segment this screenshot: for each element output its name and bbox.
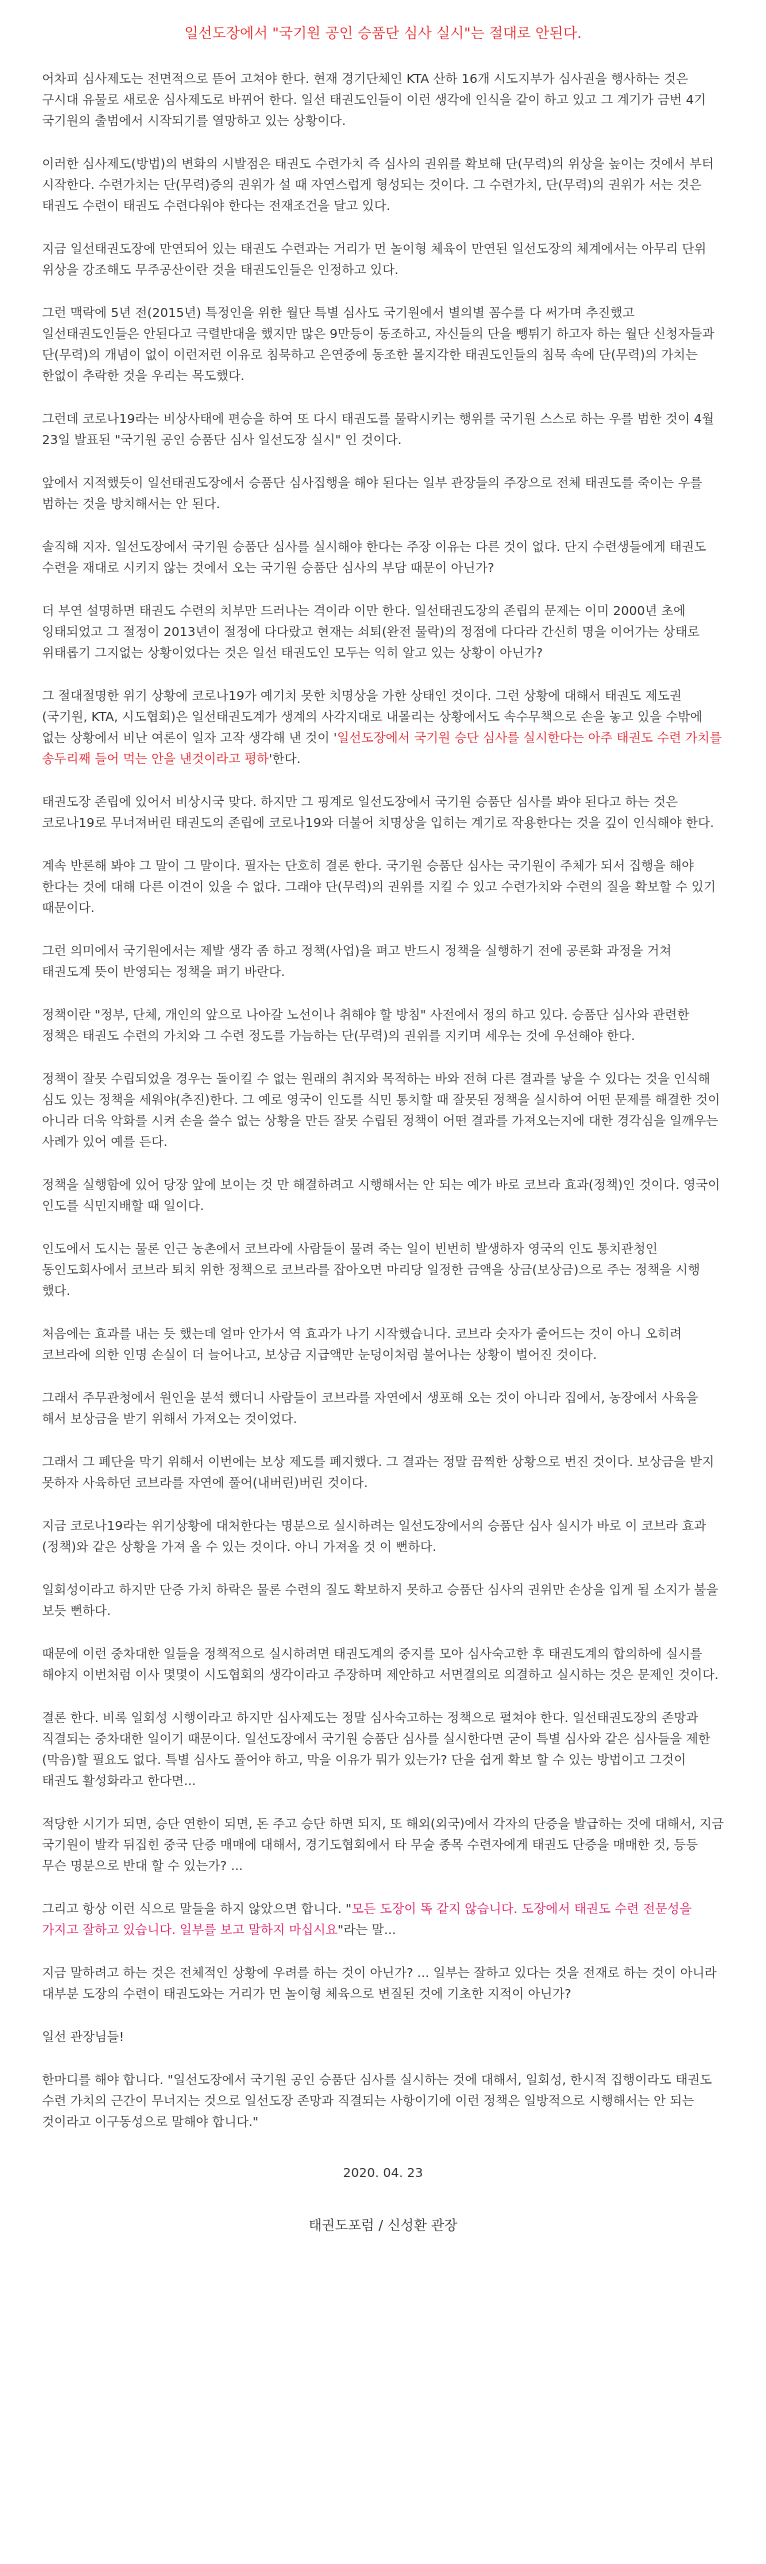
article-paragraph — [42, 238, 724, 280]
article-paragraph — [42, 1004, 724, 1046]
article-paragraph — [42, 408, 724, 450]
article-paragraph — [42, 1068, 724, 1152]
paragraph-text: 지금 일선태권도장에 만연되어 있는 태권도 수련과는 거리가 먼 놀이형 체육이 만연된 일선도장의 체계에서는 아무리 단위 위상을 강조해도 무주공산이란 것을 태권도인들은 인정하고 있다. — [42, 241, 707, 277]
article-paragraph — [42, 536, 724, 578]
article-paragraph — [42, 1238, 724, 1301]
highlighted-quote: 모든 도장이 똑 같지 않습니다. 도장에서 태권도 수련 전문성을 가지고 잘하고 있습니다. 일부를 보고 말하지 마십시요 — [42, 1901, 692, 1937]
article-paragraph — [42, 600, 724, 663]
paragraph-text: 솔직해 지자. 일선도장에서 국기원 승품단 심사를 실시해야 한다는 주장 이유는 다른 것이 없다. 단지 수련생들에게 태권도 수련을 재대로 시키지 않는 것에서 오는 국기원 승품단 심사의 부담 때문이 아닌가? — [42, 539, 707, 575]
paragraph-text: 처음에는 효과를 내는 듯 했는데 얼마 안가서 역 효과가 나기 시작했습니다. 코브라 숫자가 줄어드는 것이 아니 오히려 코브라에 의한 인명 손실이 더 늘어나고, 보상금 지급액만 눈덩이처럼 불어나는 상황이 벌어진 것이다. — [42, 1326, 682, 1362]
article-paragraph — [42, 940, 724, 982]
article-paragraph — [42, 1174, 724, 1216]
article-paragraph — [42, 1813, 724, 1876]
article-paragraph — [42, 685, 724, 769]
paragraph-text: 그런 맥락에 5년 전(2015년) 특정인을 위한 월단 특별 심사도 국기원에서 별의별 꼼수를 다 써가며 추진했고 일선태권도인들은 안된다고 극렬반대을 했지만 많은 9만등이 동조하고, 자신들의 단을 뺑튀기 하고자 하는 월단 신청자들과 단(무력)의 개념이 없이 이런저런 이유로 침묵하고 은연중에 동조한 몰지각한 태권도인들의 침묵 속에 단(무력)의 가치는 한없이 추락한 것을 우리는 목도했다. — [42, 305, 715, 383]
paragraph-text-tail: '한다. — [268, 751, 301, 766]
paragraph-text: 정책이란 "정부, 단체, 개인의 앞으로 나아갈 노선이나 취해야 할 방침" 사전에서 정의 하고 있다. 승품단 심사와 관련한 정책은 태권도 수련의 가치와 그 수련 정도를 가늠하는 단(무력)의 권위를 지키며 세우는 것에 우선해야 한다. — [42, 1007, 690, 1043]
article-paragraph — [42, 1643, 724, 1685]
paragraph-text: 정책을 실행함에 있어 당장 앞에 보이는 것 만 해결하려고 시행해서는 안 되는 예가 바로 코브라 효과(정책)인 것이다. 영국이 인도를 식민지배할 때 일이다. — [42, 1177, 720, 1213]
paragraph-text: 그런 의미에서 국기원에서는 제발 생각 좀 하고 정책(사업)을 펴고 반드시 정책을 실행하기 전에 공론화 과정을 거쳐 태권도계 뜻이 반영되는 정책을 펴기 바란다. — [42, 943, 672, 979]
article-paragraph — [42, 302, 724, 386]
article-paragraph — [42, 1962, 724, 2004]
paragraph-text: 지금 코로나19라는 위기상황에 대처한다는 명분으로 실시하려는 일선도장에서의 승품단 심사 실시가 바로 이 코브라 효과(정책)와 같은 상황을 가져 올 수 있는 것이다. 아니 가져올 것 이 뻔하다. — [42, 1518, 707, 1554]
article-paragraph — [42, 1579, 724, 1621]
paragraph-text: 적당한 시기가 되면, 승단 연한이 되면, 돈 주고 승단 하면 되지, 또 해외(외국)에서 각자의 단증을 발급하는 것에 대해서, 지금 국기원이 발칵 뒤집힌 중국 단증 매매에 대해서, 경기도협회에서 타 무술 종목 수련자에게 태권도 단증을 매매한 것, 등등 무슨 명분으로 반대 할 수 있는가? ... — [42, 1816, 724, 1873]
article-paragraph — [42, 1323, 724, 1365]
article-paragraph — [42, 153, 724, 216]
article-paragraph — [42, 1451, 724, 1493]
article-paragraph — [42, 1707, 724, 1791]
author-signature: 태권도포럼 / 신성환 관장 — [308, 2218, 458, 2234]
paragraph-text: 일선 관장님들! — [42, 2029, 125, 2044]
article-paragraph — [42, 2069, 724, 2132]
paragraph-text: 결론 한다. 비록 일회성 시행이라고 하지만 심사제도는 정말 심사숙고하는 정책으로 펼쳐야 한다. 일선태권도장의 존망과 직결되는 중차대한 일이기 때문이다. 일선도장에서 국기원 승품단 심사를 실시한다면 굳이 특별 심사와 같은 심사들을 제한(막음)할 필요도 없다. 특별 심사도 풀어야 하고, 막을 이유가 뭐가 있는가? 단을 쉽게 확보 할 수 있는 방법이고 그것이 태권도 활성화라고 한다면... — [42, 1710, 711, 1788]
paragraph-text: 한마디를 해야 합니다. "일선도장에서 국기원 공인 승품단 심사를 실시하는 것에 대해서, 일회성, 한시적 집행이라도 태권도 수련 가치의 근간이 무너지는 것으로 일선도장 존망과 직결되는 사항이기에 이런 정책은 일방적으로 시행해서는 안 되는 것이라고 이구동성으로 말해야 합니다." — [42, 2072, 712, 2129]
highlighted-text: 일선도장에서 국기원 승단 심사를 실시한다는 아주 태권도 수련 가치를 송두리째 들어 먹는 안을 낸것이라고 평하 — [42, 730, 722, 766]
article-paragraph — [42, 68, 724, 131]
paragraph-text: 앞에서 지적했듯이 일선태권도장에서 승품단 심사집행을 해야 된다는 일부 관장들의 주장으로 전체 태권도를 죽이는 우를 범하는 것을 방치해서는 안 된다. — [42, 475, 703, 511]
article-paragraph — [42, 472, 724, 514]
paragraph-text: 그래서 그 폐단을 막기 위해서 이번에는 보상 제도를 폐지했다. 그 결과는 정말 끔찍한 상황으로 번진 것이다. 보상금을 받지 못하자 사육하던 코브라를 자연에 풀어(내버린)버린 것이다. — [42, 1454, 715, 1490]
article-date: 2020. 04. 23 — [342, 2165, 424, 2180]
article-paragraph — [42, 1515, 724, 1557]
paragraph-text: 계속 반론해 봐야 그 말이 그 말이다. 필자는 단호히 결론 한다. 국기원 승품단 심사는 국기원이 주체가 되서 집행을 해야 한다는 것에 대해 다른 이견이 있을 수 없다. 그래야 단(무력)의 권위를 지킬 수 있고 수련가치와 수련의 질을 확보할 수 있기 때문이다. — [42, 858, 716, 915]
paragraph-text: 어차피 심사제도는 전면적으로 뜯어 고쳐야 한다. 현재 경기단체인 KTA 산하 16개 시도지부가 심사권을 행사하는 것은 구시대 유물로 새로운 심사제도로 바뀌어 한다. 일선 태권도인들이 이런 생각에 인식을 같이 하고 있고 그 계기가 금번 4기 국기원의 출범에서 시작되기를 열망하고 있는 상황이다. — [42, 71, 707, 128]
article-title: 일선도장에서 "국기원 공인 승품단 심사 실시"는 절대로 안된다. — [184, 26, 582, 42]
article-body — [42, 68, 724, 2132]
paragraph-text: 그 절대절명한 위기 상황에 코로나19가 예기치 못한 치명상을 가한 상태인 것이다. 그런 상황에 대해서 태권도 제도권(국기원, KTA, 시도협회)은 일선태권도계가 생계의 사각지대로 내몰리는 상황에서도 속수무책으로 손을 놓고 있을 수밖에 없는 상황에서 비난 여론이 일자 고작 생각해 낸 것이 ' — [42, 688, 703, 745]
article-paragraph — [42, 791, 724, 833]
article-paragraph — [42, 2026, 724, 2047]
paragraph-text: 지금 말하려고 하는 것은 전체적인 상황에 우려를 하는 것이 아닌가? ... 일부는 잘하고 있다는 것을 전재로 하는 것이 아니라 대부분 도장의 수련이 태권도와는 거리가 먼 놀이형 체육으로 변질된 것에 기초한 지적이 아닌가? — [42, 1965, 717, 2001]
paragraph-text: 그리고 항상 이런 식으로 말들을 하지 않았으면 합니다. " — [42, 1901, 352, 1916]
paragraph-text: 일회성이라고 하지만 단증 가치 하락은 물론 수련의 질도 확보하지 못하고 승품단 심사의 권위만 손상을 입게 될 소지가 불을 보듯 뻔하다. — [42, 1582, 719, 1618]
paragraph-text: 인도에서 도시는 물론 인근 농촌에서 코브라에 사람들이 물려 죽는 일이 빈번히 발생하자 영국의 인도 통치관청인 동인도회사에서 코브라 퇴치 위한 정책으로 코브라를 잡아오면 마리당 일정한 금액을 상금(보상금)으로 주는 정책을 시행 했다. — [42, 1241, 700, 1298]
paragraph-text-tail: "라는 말... — [337, 1922, 396, 1937]
paragraph-text: 이러한 심사제도(방법)의 변화의 시발점은 태권도 수련가치 즉 심사의 권위를 확보해 단(무력)의 위상을 높이는 것에서 부터 시작한다. 수련가치는 단(무력)증의 권위가 설 때 자연스럽게 형성되는 것이다. 그 수련가치, 단(무력)의 권위가 서는 것은 태권도 수련이 태권도 수련다워야 한다는 전재조건을 달고 있다. — [42, 156, 714, 213]
article-paragraph — [42, 1898, 724, 1940]
paragraph-text: 때문에 이런 중차대한 일들을 정책적으로 실시하려면 태권도계의 중지를 모아 심사숙고한 후 태권도계의 합의하에 실시를 해야지 이번처럼 이사 몇몇이 시도협회의 생각이라고 주장하며 제안하고 서면결의로 의결하고 실시하는 것은 문제인 것이다. — [42, 1646, 719, 1682]
paragraph-text: 그래서 주무관청에서 원인을 분석 했더니 사람들이 코브라를 자연에서 생포해 오는 것이 아니라 집에서, 농장에서 사육을 해서 보상금을 받기 위해서 가져오는 것이었다. — [42, 1390, 699, 1426]
paragraph-text: 정책이 잘못 수립되었을 경우는 돌이킬 수 없는 원래의 취지와 목적하는 바와 전혀 다른 결과를 낳을 수 있다는 것을 인식해 심도 있는 정책을 세워야(추진)한다. 그 예로 영국이 인도를 식민 통치할 때 잘못된 정책을 실시하여 어떤 문제를 해결한 것이 아니라 더욱 악화를 시켜 손을 쓸수 없는 상황을 만든 잘못 수립된 정책이 어떤 결과를 가져오는지에 대한 경각심을 일깨우는 사례가 있어 예를 든다. — [42, 1071, 720, 1149]
article-paragraph — [42, 1387, 724, 1429]
paragraph-text: 더 부연 설명하면 태권도 수련의 치부만 드러나는 격이라 이만 한다. 일선태권도장의 존립의 문제는 이미 2000년 초에 잉태되었고 그 절정이 2013년이 절정에 다다랐고 현재는 쇠퇴(완전 물락)의 정점에 다다라 간신히 명을 이어가는 상태로 위태롭기 그지없는 상황이었다는 것은 일선 태권도인 모두는 익히 알고 있는 상황이 아닌가? — [42, 603, 700, 660]
paragraph-text: 태권도장 존립에 있어서 비상시국 맞다. 하지만 그 핑계로 일선도장에서 국기원 승품단 심사를 봐야 된다고 하는 것은 코로나19로 무너져버린 태권도의 존립에 코로나19와 더불어 치명상을 입히는 계기로 작용한다는 것을 깊이 인식해야 한다. — [42, 794, 715, 830]
paragraph-text: 그런데 코로나19라는 비상사태에 편승을 하여 또 다시 태권도를 물락시키는 행위를 국기원 스스로 하는 우를 범한 것이 4월 23일 발표된 "국기원 공인 승품단 심사 일선도장 실시" 인 것이다. — [42, 411, 715, 447]
article-paragraph — [42, 855, 724, 918]
